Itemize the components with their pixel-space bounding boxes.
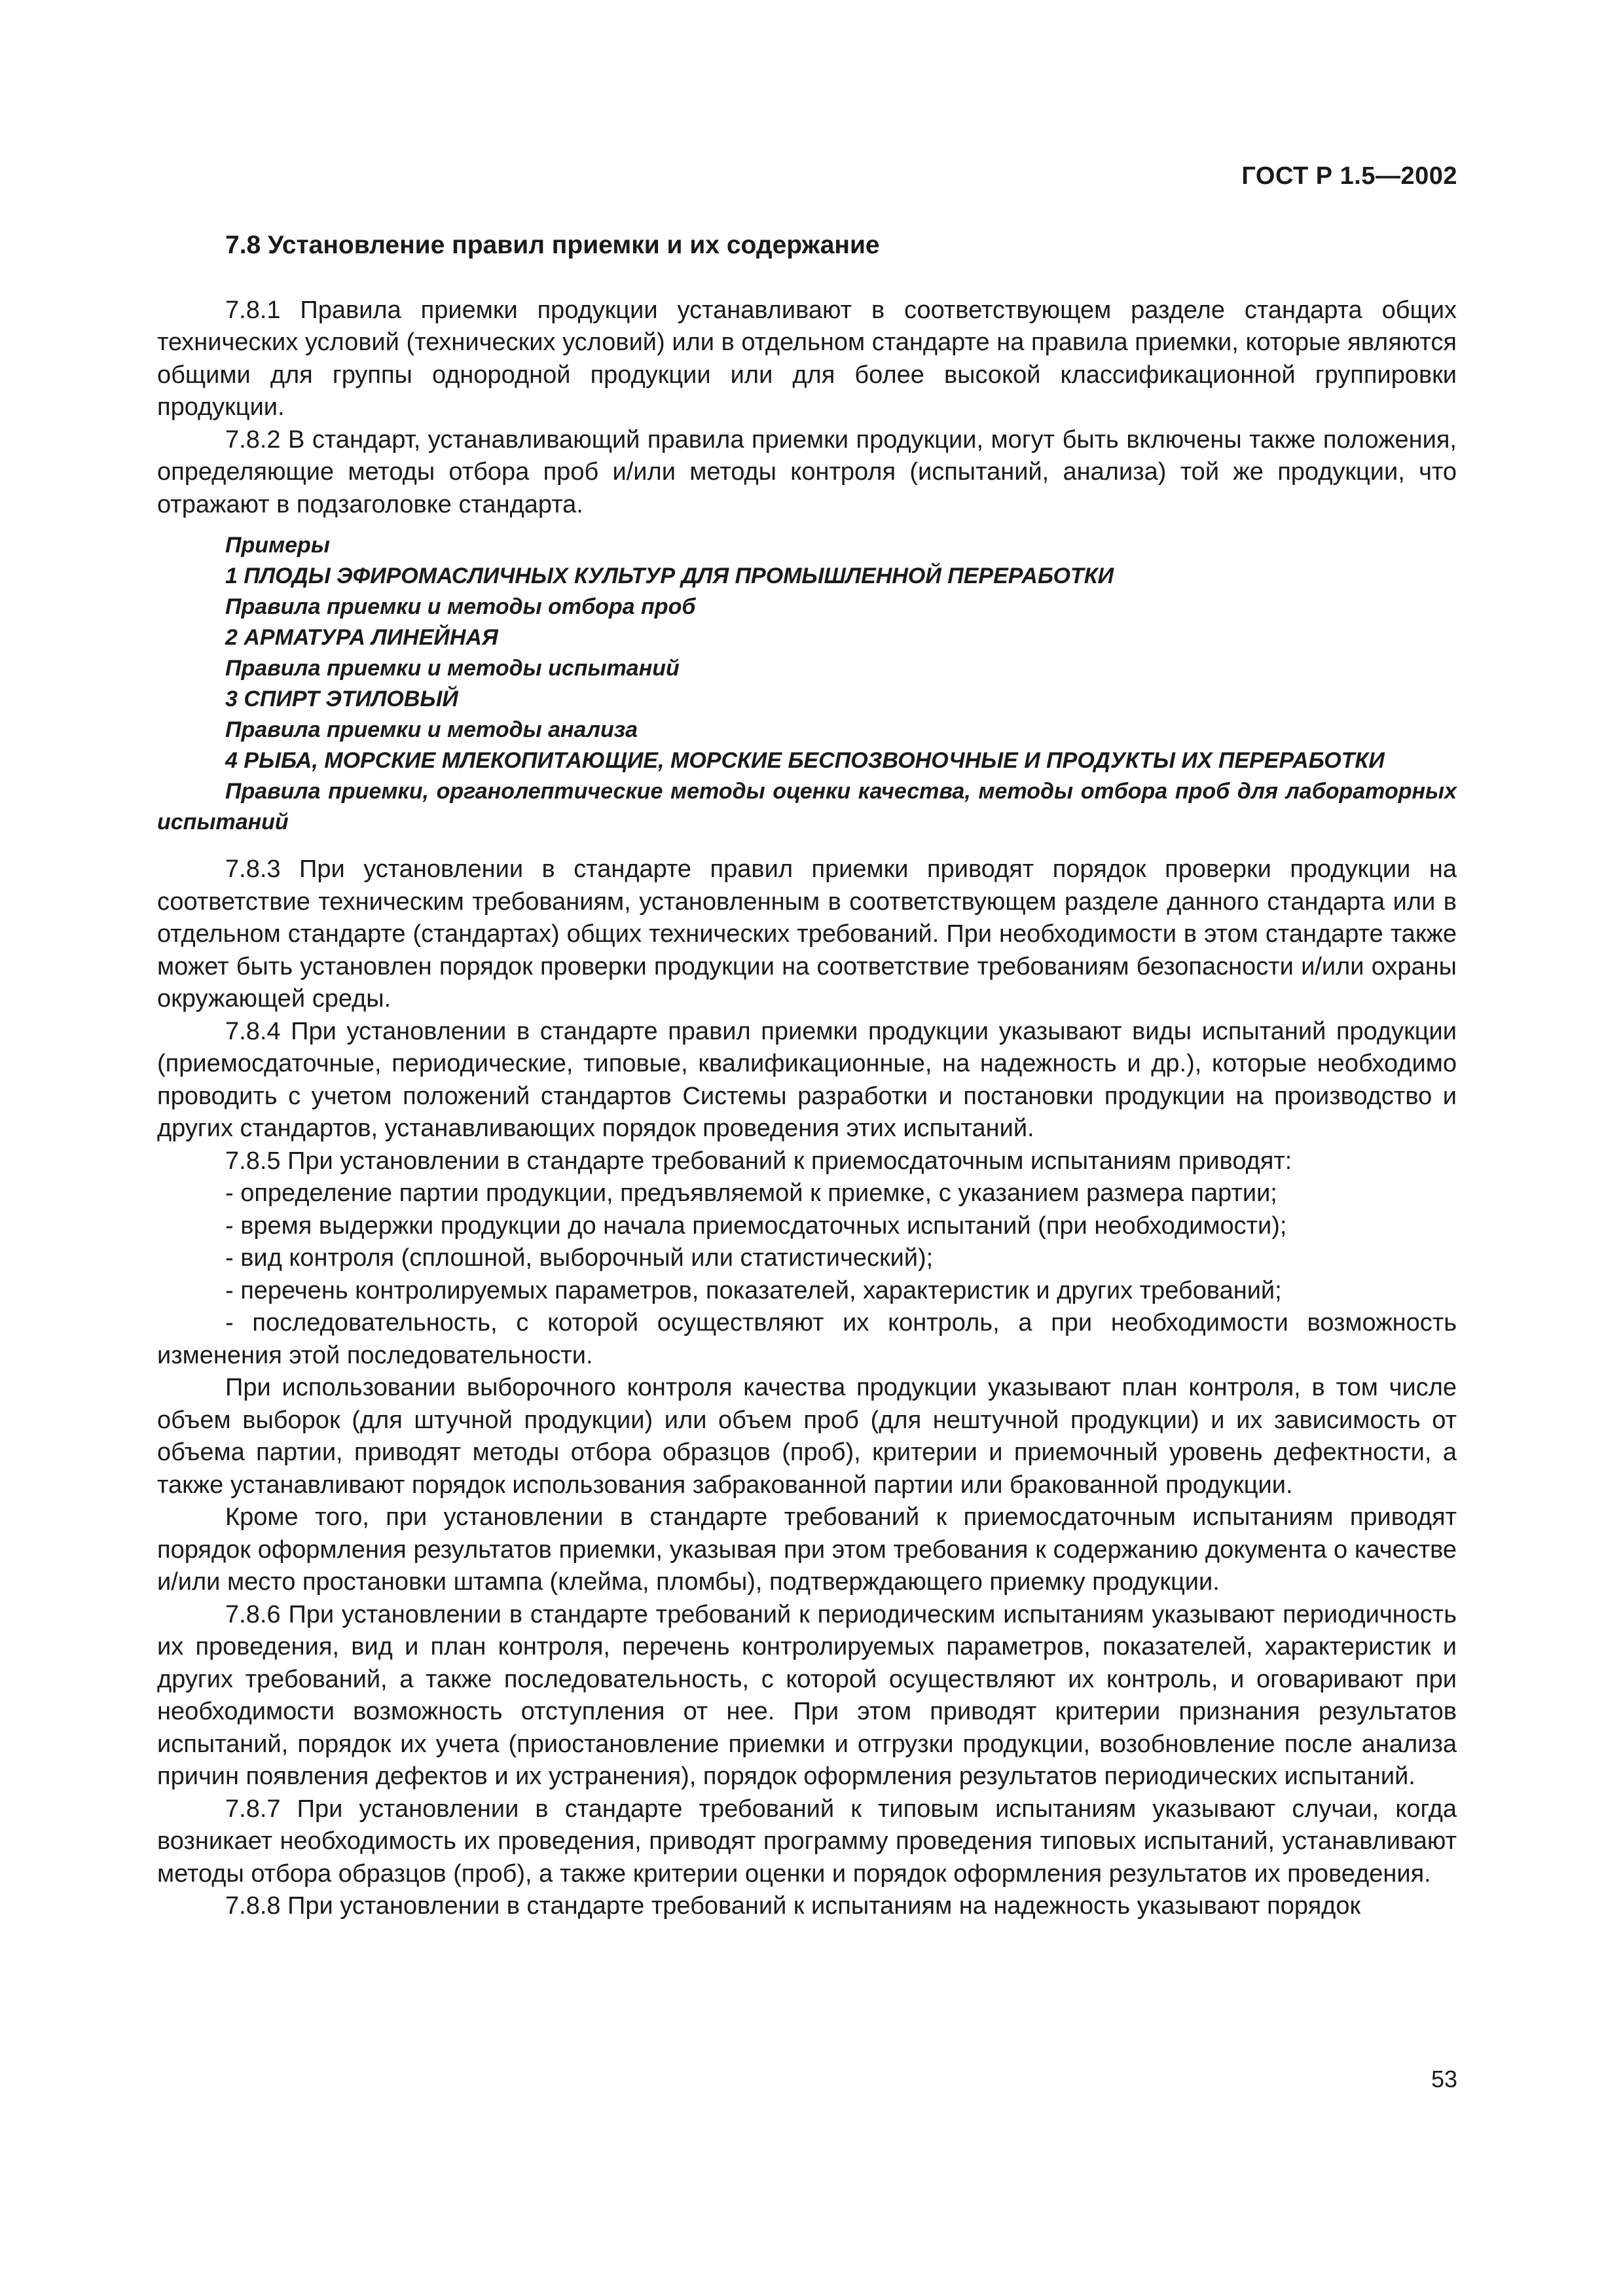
paragraph-7-8-5: 7.8.5 При установлении в стандарте требований к приемосдаточным испытаниям приводят:: [225, 1147, 1292, 1175]
paragraph-7-8-1: 7.8.1 Правила приемки продукции устанавливают в соответствующем разделе стандарта общих технических условий (технических условий) или в отдельном стандарте на правила приемки, которые являются общими для группы однородной продукции или для более высокой классификационной группировки продукции.: [157, 296, 1457, 421]
list-item: - определение партии продукции, предъявляемой к приемке, с указанием размера партии;: [225, 1179, 1277, 1207]
paragraph-7-8-4: 7.8.4 При установлении в стандарте правил приемки продукции указывают виды испытаний продукции (приемосдаточные, периодические, типовые, квалификационные, на надежность и др.), которые необходимо проводить с учетом положений стандартов Системы разработки и постановки продукции на производство и других стандартов, устанавливающих порядок проведения этих испытаний.: [157, 1017, 1457, 1142]
list-item: - перечень контролируемых параметров, показателей, характеристик и других требований;: [225, 1276, 1282, 1304]
example-title: 3 СПИРТ ЭТИЛОВЫЙ: [225, 687, 458, 711]
example-title: 1 ПЛОДЫ ЭФИРОМАСЛИЧНЫХ КУЛЬТУР ДЛЯ ПРОМЫШЛЕННОЙ ПЕРЕРАБОТКИ: [225, 564, 1114, 588]
document-id: ГОСТ Р 1.5—2002: [1241, 162, 1457, 190]
list-item: - вид контроля (сплошной, выборочный или статистический);: [225, 1244, 934, 1272]
examples-heading: Примеры: [225, 533, 330, 558]
example-subtitle: Правила приемки, органолептические методы оценки качества, методы отбора проб для лабораторных испытаний: [157, 779, 1457, 834]
list-item: - время выдержки продукции до начала приемосдаточных испытаний (при необходимости);: [225, 1211, 1287, 1240]
paragraph-7-8-2: 7.8.2 В стандарт, устанавливающий правила приемки продукции, могут быть включены также положения, определяющие методы отбора проб и/или методы контроля (испытаний, анализа) той же продукции, что отражают в подзаголовке стандарта.: [157, 425, 1457, 518]
paragraph-7-8-7: 7.8.7 При установлении в стандарте требований к типовым испытаниям указывают случаи, когда возникает необходимость их проведения, приводят программу проведения типовых испытаний, устанавливают методы отбора образцов (проб), а также критерии оценки и порядок оформления результатов их проведения.: [157, 1795, 1457, 1888]
page-content: [157, 229, 1457, 1923]
example-subtitle: Правила приемки и методы анализа: [225, 717, 638, 742]
paragraph-7-8-6: 7.8.6 При установлении в стандарте требований к периодическим испытаниям указывают периодичность их проведения, вид и план контроля, перечень контролируемых параметров, показателей, характеристик и других требований, а также последовательность, с которой осуществляют их контроль, и оговаривают при необходимости возможность отступления от нее. При этом приводят критерии признания результатов испытаний, порядок их учета (приостановление приемки и отгрузки продукции, возобновление после анализа причин появления дефектов и их устранения), порядок оформления результатов периодических испытаний.: [157, 1600, 1457, 1790]
example-title: 2 АРМАТУРА ЛИНЕЙНАЯ: [225, 625, 498, 650]
paragraph-sampling-control: При использовании выборочного контроля качества продукции указывают план контроля, в том числе объем выборок (для штучной продукции) или объем проб (для нештучной продукции) и их зависимость от объема партии, приводят методы отбора образцов (проб), критерии и приемочный уровень дефектности, а также устанавливают порядок использования забракованной партии или бракованной продукции.: [157, 1374, 1457, 1499]
paragraph-7-8-3: 7.8.3 При установлении в стандарте правил приемки приводят порядок проверки продукции на соответствие техническим требованиям, установленным в соответствующем разделе данного стандарта или в отдельном стандарте (стандартах) общих технических требований. При необходимости в этом стандарте также может быть установлен порядок проверки продукции на соответствие требованиям безопасности и/или охраны окружающей среды.: [157, 855, 1457, 1013]
example-title: 4 РЫБА, МОРСКИЕ МЛЕКОПИТАЮЩИЕ, МОРСКИЕ БЕСПОЗВОНОЧНЫЕ И ПРОДУКТЫ ИХ ПЕРЕРАБОТКИ: [225, 748, 1385, 773]
list-item: - последовательность, с которой осуществляют их контроль, а при необходимости возможность изменения этой последовательности.: [157, 1309, 1457, 1369]
examples-block: [157, 530, 1457, 838]
acceptance-test-list: [157, 1177, 1457, 1372]
section-title: 7.8 Установление правил приемки и их содержание: [225, 231, 880, 259]
page-number: 53: [1431, 2066, 1457, 2092]
paragraph-7-8-8: 7.8.8 При установлении в стандарте требований к испытаниям на надежность указывают порядок: [225, 1892, 1361, 1920]
example-subtitle: Правила приемки и методы испытаний: [225, 656, 680, 681]
example-subtitle: Правила приемки и методы отбора проб: [225, 594, 696, 619]
paragraph-acceptance-results: Кроме того, при установлении в стандарте требований к приемосдаточным испытаниям приводят порядок оформления результатов приемки, указывая при этом требования к содержанию документа о качестве и/или место простановки штампа (клейма, пломбы), подтверждающего приемку продукции.: [157, 1503, 1457, 1596]
